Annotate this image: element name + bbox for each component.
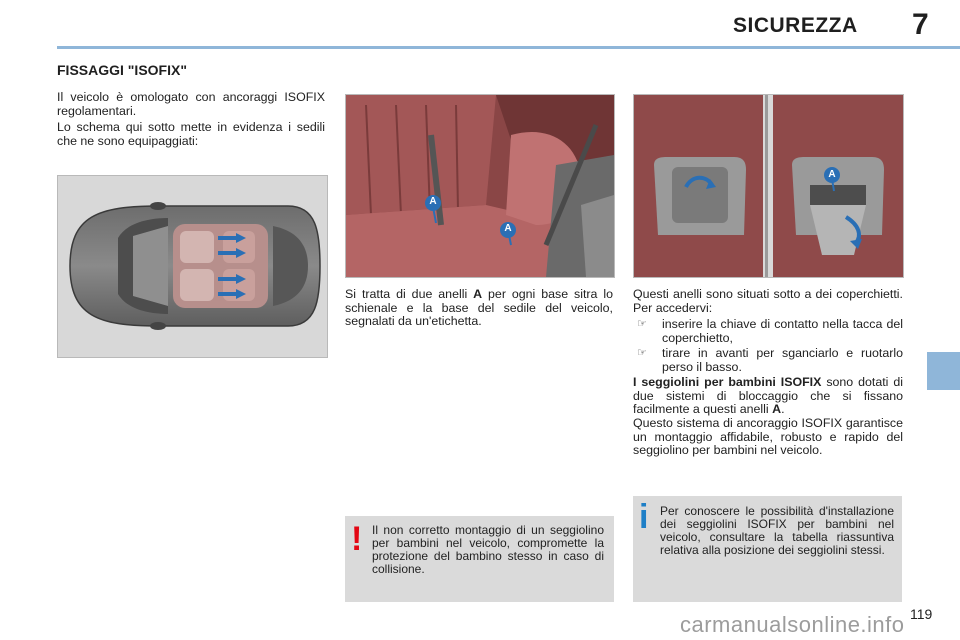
rings-text-after: per ogni base sitra lo schienale e la base del sedile del veicolo, segnalati da un'etichetta. <box>345 287 614 328</box>
ring-a-label-3: A <box>828 169 836 180</box>
pointing-hand-icon: ☞ <box>637 318 647 330</box>
car-top-view-diagram <box>57 175 328 358</box>
ring-letter: A <box>772 402 782 416</box>
rear-seat-anchor-photo <box>345 94 615 278</box>
list-item-text: inserire la chiave di contatto nella tacca del coperchietto, <box>662 317 903 345</box>
list-item-text: tirare in avanti per sganciarlo e ruotarlo perso il basso. <box>662 346 903 374</box>
info-note <box>633 496 902 602</box>
ring-a-label-2: A <box>504 223 512 234</box>
isofix-system-paragraph: Questo sistema di ancoraggio ISOFIX garantisce un montaggio affidabile, robusto e rapido del seggiolino per bambini nel veicolo. <box>633 416 903 457</box>
rings-text-before: Si tratta di due anelli <box>345 287 474 301</box>
isofix-seats-paragraph <box>633 376 903 417</box>
section-title: FISSAGGI "ISOFIX" <box>57 62 187 78</box>
list-item <box>637 347 903 374</box>
intro-paragraph-2: Lo schema qui sotto mette in evidenza i sedili che ne sono equipaggiati: <box>57 120 325 148</box>
isofix-seats-bold: I seggiolini per bambini ISOFIX <box>633 375 822 389</box>
isofix-seats-text: sono dotati di due sistemi di bloccaggio che si fissano facilmente a questi anelli <box>633 375 903 416</box>
page-number: 119 <box>910 606 933 622</box>
chapter-title: SICUREZZA <box>733 14 858 37</box>
pointing-hand-icon: ☞ <box>637 347 647 359</box>
ring-letter: A <box>473 287 483 301</box>
watermark: carmanualsonline.info <box>680 612 905 637</box>
list-item <box>637 318 903 345</box>
ring-a-label-1: A <box>429 196 437 207</box>
covers-paragraph: Questi anelli sono situati sotto a dei coperchietti. Per accedervi: <box>633 287 903 315</box>
chapter-number: 7 <box>912 8 929 41</box>
warning-text: Il non corretto montaggio di un seggiolino per bambini nel veicolo, compromette la protezione del bambino stesso in caso di collisione. <box>372 523 604 576</box>
chapter-side-tab <box>927 352 960 390</box>
rings-description <box>345 288 613 329</box>
header-divider <box>57 46 960 49</box>
warning-icon: ! <box>351 520 363 558</box>
anchor-cover-photo <box>633 94 904 278</box>
isofix-seats-end: . <box>781 402 785 416</box>
info-text: Per conoscere le possibilità d'installazione dei seggiolini ISOFIX per bambini nel veicolo, consultare la tabella riassuntiva relativa alla posizione dei seggiolini stessi. <box>660 504 894 557</box>
warning-note <box>345 516 614 602</box>
intro-paragraph-1: Il veicolo è omologato con ancoraggi ISOFIX regolamentari. <box>57 90 325 118</box>
info-icon: i <box>639 498 649 536</box>
